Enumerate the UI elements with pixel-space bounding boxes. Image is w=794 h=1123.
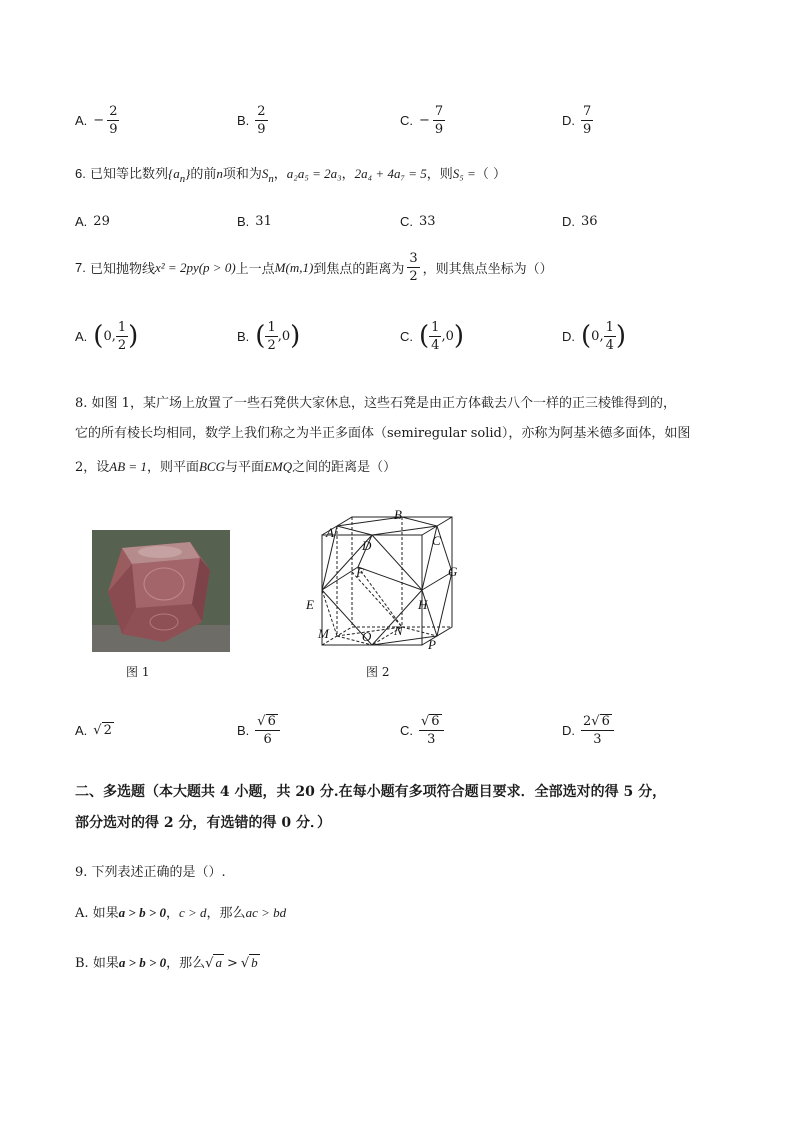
square-root: √ 6: [591, 714, 610, 729]
fraction: [581, 105, 593, 136]
coord-x: 0: [103, 328, 112, 344]
q5-option-d: [562, 100, 593, 140]
q7-option-b: [237, 316, 300, 356]
question-number: 7.: [75, 260, 86, 275]
square-root: √ 2: [93, 723, 112, 738]
option-label: B.: [237, 722, 250, 738]
denominator: 9: [583, 121, 592, 137]
fraction: [581, 714, 614, 746]
q8-option-a: [75, 710, 114, 750]
condition: a > b > 0: [118, 905, 166, 920]
condition-2: c > d: [179, 905, 207, 920]
option-label: D.: [562, 328, 575, 344]
coefficient: 2: [583, 714, 592, 729]
denominator: 3: [427, 732, 436, 747]
radicand: b: [251, 955, 258, 970]
stone-stool-illustration: [92, 530, 230, 652]
vertex-label-m: M: [318, 626, 329, 641]
condition: a > b > 0: [118, 955, 167, 970]
option-label: C.: [400, 328, 413, 344]
q6-condition-2: 2a₄ + 4a₇ = 5: [354, 166, 427, 181]
fraction: [255, 105, 267, 136]
q6-text-f: ，则: [426, 167, 453, 182]
coordinate: ( $\frac{1}{4}$ , 0 ): [419, 319, 465, 353]
minus-sign: −: [419, 112, 430, 128]
q7-stem: [75, 252, 553, 283]
coord-x-fraction: [429, 321, 441, 352]
radicand: 2: [103, 723, 112, 738]
square-root-a: √ a: [205, 955, 222, 971]
coordinate: ( $\frac{1}{2}$ , 0 ): [255, 319, 301, 353]
greater-than: >: [226, 956, 238, 971]
option-label: A.: [75, 213, 88, 229]
denominator: 6: [263, 732, 272, 747]
denominator: 9: [434, 121, 444, 137]
q6-options-row: [0, 201, 794, 241]
denominator: 2: [409, 269, 418, 284]
vertex-label-f: F: [356, 565, 364, 580]
sequence-open: {a: [168, 166, 180, 181]
q9-option-a: [75, 902, 286, 921]
q8-option-b: [237, 710, 280, 750]
q8-option-d: [562, 710, 614, 750]
option-label: D.: [562, 112, 575, 128]
option-label: A.: [75, 722, 88, 738]
option-label: C.: [400, 213, 413, 229]
option-label: D.: [562, 213, 575, 229]
separator: ，: [165, 906, 179, 921]
q5-option-c: [400, 100, 445, 140]
vertex-label-c: C: [432, 533, 441, 548]
denominator: 9: [109, 121, 118, 137]
result: ac > bd: [245, 905, 287, 920]
q6-text-b: 的前: [190, 167, 217, 182]
q7-options-row: [0, 316, 794, 356]
plane-bcg: BCG: [198, 459, 225, 474]
q6-option-a: [75, 201, 110, 241]
option-value: 36: [581, 213, 598, 229]
q8-line-3-c: 与平面: [224, 460, 264, 475]
q7-text-a: 已知抛物线: [89, 262, 155, 277]
coord-x-fraction: [265, 321, 277, 352]
option-label: C.: [400, 722, 413, 738]
q6-option-d: [562, 201, 598, 241]
coord-y: 0: [445, 328, 454, 344]
q6-text-a: 已知等比数列: [89, 167, 168, 182]
q8-options-row: [0, 710, 794, 750]
q6-stem: [75, 163, 506, 185]
sequence-close: }: [185, 166, 191, 181]
q8-line-3-b: ，则平面: [146, 460, 199, 475]
vertex-label-h: H: [418, 597, 428, 612]
radicand: 6: [601, 714, 610, 729]
q5-options-row: [0, 100, 794, 140]
option-value: 29: [93, 213, 110, 229]
coordinate: ( 0 , $\frac{1}{4}$ ): [581, 319, 627, 353]
radicand: a: [215, 955, 222, 970]
vertex-label-n: N: [394, 623, 403, 638]
q5-option-b: [237, 100, 268, 140]
option-label: A.: [75, 112, 88, 128]
q7-option-d: [562, 316, 626, 356]
vertex-label-g: G: [448, 564, 458, 579]
numerator: 2: [109, 103, 118, 119]
q8-line-2: 它的所有棱长均相同，数学上我们称之为半正多面体（semiregular solid），亦称为阿基米德多面体，如图: [75, 426, 691, 441]
q6-text-c: 项和为: [222, 167, 262, 182]
option-label: B. 如果: [75, 956, 119, 971]
coordinate: ( 0 , $\frac{1}{2}$ ): [93, 319, 139, 353]
q8-line-1: 8. 如图 1，某广场上放置了一些石凳供大家休息，这些石凳是由正方体截去八个一样的正三棱锥得到的，: [75, 396, 676, 411]
q6-condition-1: a₂a₅ = 2a₃: [286, 166, 342, 181]
denominator: 4: [431, 337, 440, 353]
minus-sign: −: [93, 112, 105, 128]
then-text: ，那么: [206, 906, 246, 921]
section-2-heading-line-2: 部分选对的得 2 分，有选错的得 0 分．）: [75, 815, 331, 831]
option-value: 31: [255, 213, 272, 229]
vertex-label-o: O: [362, 629, 372, 644]
point-m: M(m,1): [274, 259, 314, 275]
numerator: [255, 714, 280, 731]
sequence-subscript: n: [179, 172, 186, 185]
option-label: B.: [237, 112, 250, 128]
ab-equation: AB = 1: [109, 459, 147, 474]
var-n: n: [216, 166, 223, 181]
numerator: 7: [583, 103, 592, 119]
numerator: 1: [267, 319, 276, 335]
section-2-heading-line-1: 二、多选题（本大题共 4 小题，共 20 分.在每小题有多项符合题目要求．全部选对的得 5 分，: [75, 784, 667, 800]
option-label: B.: [237, 328, 250, 344]
q9-stem: 9. 下列表述正确的是（）.: [75, 865, 226, 880]
vertex-label-e: E: [306, 597, 314, 612]
denominator: 2: [267, 337, 276, 353]
numerator: 3: [409, 251, 418, 266]
q7-option-c: [400, 316, 464, 356]
option-label: C.: [400, 112, 413, 128]
q8-option-c: [400, 710, 444, 750]
question-number: 6.: [75, 166, 86, 181]
q8-line-3-d: 之间的距离是（）: [292, 460, 397, 475]
denominator: 3: [593, 732, 602, 747]
parabola-condition: (p > 0): [198, 259, 236, 275]
option-label: A.: [75, 328, 88, 344]
coord-y-fraction: [604, 321, 616, 352]
q8-line-3-a: 2，设: [75, 460, 110, 475]
denominator: 2: [117, 337, 127, 353]
vertex-label-b: B: [394, 507, 402, 522]
figure-1-stone-stool-photo: [92, 530, 230, 652]
vertex-label-d: D: [362, 538, 372, 553]
figure-2-caption: 图 2: [366, 665, 390, 679]
plane-emq: EMQ: [263, 459, 293, 474]
figure-2-cuboctahedron-diagram: [300, 505, 480, 655]
option-label: A. 如果: [75, 906, 119, 921]
fraction: [419, 714, 444, 746]
radicand: 6: [431, 714, 440, 729]
then-text: ，那么: [166, 956, 206, 971]
sum-symbol: S: [261, 166, 269, 181]
distance-fraction: [407, 252, 419, 283]
figure-1-caption: 图 1: [126, 665, 150, 679]
numerator: 1: [431, 319, 440, 335]
sum-subscript: n: [268, 172, 274, 185]
numerator: 7: [434, 103, 444, 119]
q6-text-e: ，: [341, 167, 355, 182]
q7-text-d: ，则其焦点坐标为（）: [422, 262, 553, 277]
square-root-b: √ b: [240, 955, 258, 971]
q7-text-b: 上一点: [235, 262, 275, 277]
q7-text-c: 到焦点的距离为: [313, 262, 405, 277]
numerator: [581, 714, 614, 731]
option-value: 33: [419, 213, 436, 229]
q9-option-b: [75, 952, 260, 971]
numerator: 1: [605, 319, 614, 335]
denominator: 4: [605, 337, 614, 353]
q5-option-a: [75, 100, 119, 140]
coord-y-fraction: [116, 321, 128, 352]
fraction: [255, 714, 280, 746]
s5-expression: S₅ =: [452, 166, 476, 181]
option-label: B.: [237, 213, 250, 229]
square-root: √ 6: [421, 714, 440, 729]
answer-blank: （ ）: [475, 167, 506, 182]
numerator: [419, 714, 444, 731]
coord-x: 0: [591, 328, 600, 344]
q6-text-d: ，: [273, 167, 287, 182]
radicand: 6: [267, 714, 276, 729]
q6-option-b: [237, 201, 272, 241]
vertex-label-p: P: [428, 637, 436, 652]
q8-line-3: [75, 456, 396, 475]
parabola-equation: x² = 2py: [155, 259, 199, 275]
coord-y: 0: [281, 328, 291, 344]
fraction: [433, 105, 445, 136]
square-root: √ 6: [257, 714, 276, 729]
numerator: 1: [117, 319, 127, 335]
vertex-label-a: A: [326, 525, 334, 540]
option-label: D.: [562, 722, 575, 738]
fraction: [107, 105, 119, 136]
q6-option-c: [400, 201, 436, 241]
denominator: 9: [257, 121, 266, 137]
q7-option-a: [75, 316, 138, 356]
numerator: 2: [257, 103, 266, 119]
